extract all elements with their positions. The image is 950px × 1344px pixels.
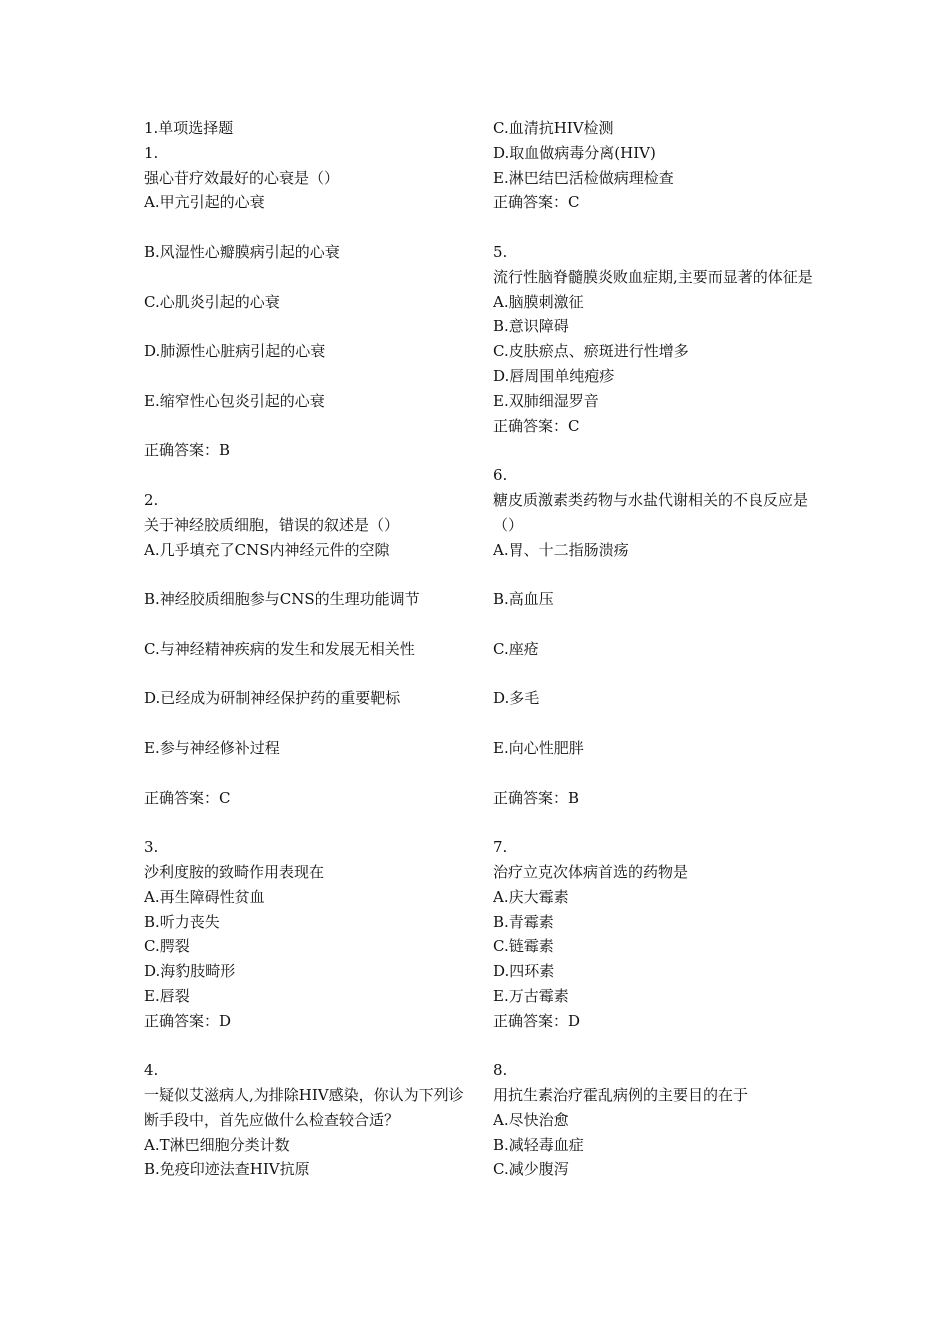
question-6-option-b: B.高血压	[493, 590, 554, 609]
question-3-number: 3.	[144, 838, 159, 857]
question-8-number: 8.	[493, 1061, 508, 1080]
question-4-answer: 正确答案：C	[493, 193, 580, 212]
question-7-option-d: D.四环素	[493, 962, 555, 981]
question-4-option-c: C.血清抗HIV检测	[493, 119, 614, 137]
question-7-answer: 正确答案：D	[493, 1011, 581, 1030]
question-5-option-d: D.唇周围单纯疱疹	[493, 366, 615, 385]
question-1-option-d: D.肺源性心脏病引起的心衰	[144, 342, 326, 361]
question-1-option-a: A.甲亢引起的心衰	[144, 193, 265, 212]
question-2-option-e: E.参与神经修补过程	[144, 738, 280, 757]
question-2-option-c: C.与神经精神疾病的发生和发展无相关性	[144, 639, 415, 658]
question-5-option-e: E.双肺细湿罗音	[493, 391, 599, 410]
question-7-number: 7.	[493, 838, 508, 857]
question-3-option-b: B.听力丧失	[144, 912, 220, 931]
question-7-option-c: C.链霉素	[493, 937, 554, 956]
question-6-option-d: D.多毛	[493, 689, 540, 708]
question-7-stem: 治疗立克次体病首选的药物是	[493, 862, 689, 881]
question-4-stem: 一疑似艾滋病人,为排除HIV感染，你认为下列诊断手段中，首先应做什么检查较合适？	[144, 1086, 464, 1129]
question-3-option-a: A.再生障碍性贫血	[144, 887, 265, 906]
question-6-answer: 正确答案：B	[493, 788, 580, 807]
question-8-option-a: A.尽快治愈	[493, 1110, 569, 1129]
question-6-number: 6.	[493, 466, 508, 485]
question-3-option-e: E.唇裂	[144, 986, 190, 1005]
question-5-answer: 正确答案：C	[493, 416, 580, 435]
question-8-option-b: B.减轻毒血症	[493, 1135, 584, 1154]
question-2-number: 2.	[144, 490, 159, 509]
question-1-option-e: E.缩窄性心包炎引起的心衰	[144, 391, 325, 410]
question-3-answer: 正确答案：D	[144, 1011, 232, 1030]
question-6-option-c: C.座疮	[493, 639, 539, 658]
question-3-option-c: C.腭裂	[144, 937, 190, 956]
question-7-option-a: A.庆大霉素	[493, 887, 569, 906]
question-2-option-a: A.几乎填充了CNS内神经元件的空隙	[144, 540, 390, 559]
question-5-stem: 流行性脑脊髓膜炎败血症期,主要而显著的体征是	[493, 267, 813, 286]
question-4-number: 4.	[144, 1061, 159, 1080]
question-5-option-a: A.脑膜刺激征	[493, 292, 584, 311]
question-6-stem: 糖皮质激素类药物与水盐代谢相关的不良反应是（）	[493, 490, 809, 534]
question-5-option-c: C.皮肤瘀点、瘀斑进行性增多	[493, 342, 689, 361]
question-4-option-b: B.免疫印迹法查HIV抗原	[144, 1160, 310, 1179]
question-4-option-e: E.淋巴结巴活检做病理检查	[493, 168, 674, 187]
question-1-option-c: C.心肌炎引起的心衰	[144, 292, 280, 311]
question-4-option-d: D.取血做病毒分离(HIV)	[493, 143, 656, 162]
question-4-option-a: A.T淋巴细胞分类计数	[144, 1135, 290, 1154]
question-1-number: 1.	[144, 143, 159, 162]
question-7-option-e: E.万古霉素	[493, 986, 569, 1005]
question-2-option-b: B.神经胶质细胞参与CNS的生理功能调节	[144, 590, 420, 609]
right-column	[493, 116, 813, 1182]
question-8-stem: 用抗生素治疗霍乱病例的主要目的在于	[493, 1086, 749, 1105]
question-8-option-c: C.减少腹泻	[493, 1160, 569, 1179]
question-2-answer: 正确答案：C	[144, 788, 231, 807]
question-3-option-d: D.海豹肢畸形	[144, 962, 236, 981]
question-6-option-e: E.向心性肥胖	[493, 738, 584, 757]
question-2-stem: 关于神经胶质细胞，错误的叙述是（）	[144, 515, 400, 534]
question-7-option-b: B.青霉素	[493, 912, 554, 931]
question-1-stem: 强心苷疗效最好的心衰是（）	[144, 168, 340, 187]
question-6-option-a: A.胃、十二指肠溃疡	[493, 540, 629, 559]
section-title: 1.单项选择题	[144, 119, 234, 137]
question-1-answer: 正确答案：B	[144, 441, 231, 460]
question-5-option-b: B.意识障碍	[493, 317, 569, 336]
question-1-option-b: B.风湿性心瓣膜病引起的心衰	[144, 242, 340, 261]
question-3-stem: 沙利度胺的致畸作用表现在	[144, 862, 325, 881]
question-5-number: 5.	[493, 242, 508, 261]
left-column	[144, 116, 464, 1182]
question-2-option-d: D.已经成为研制神经保护药的重要靶标	[144, 689, 401, 708]
